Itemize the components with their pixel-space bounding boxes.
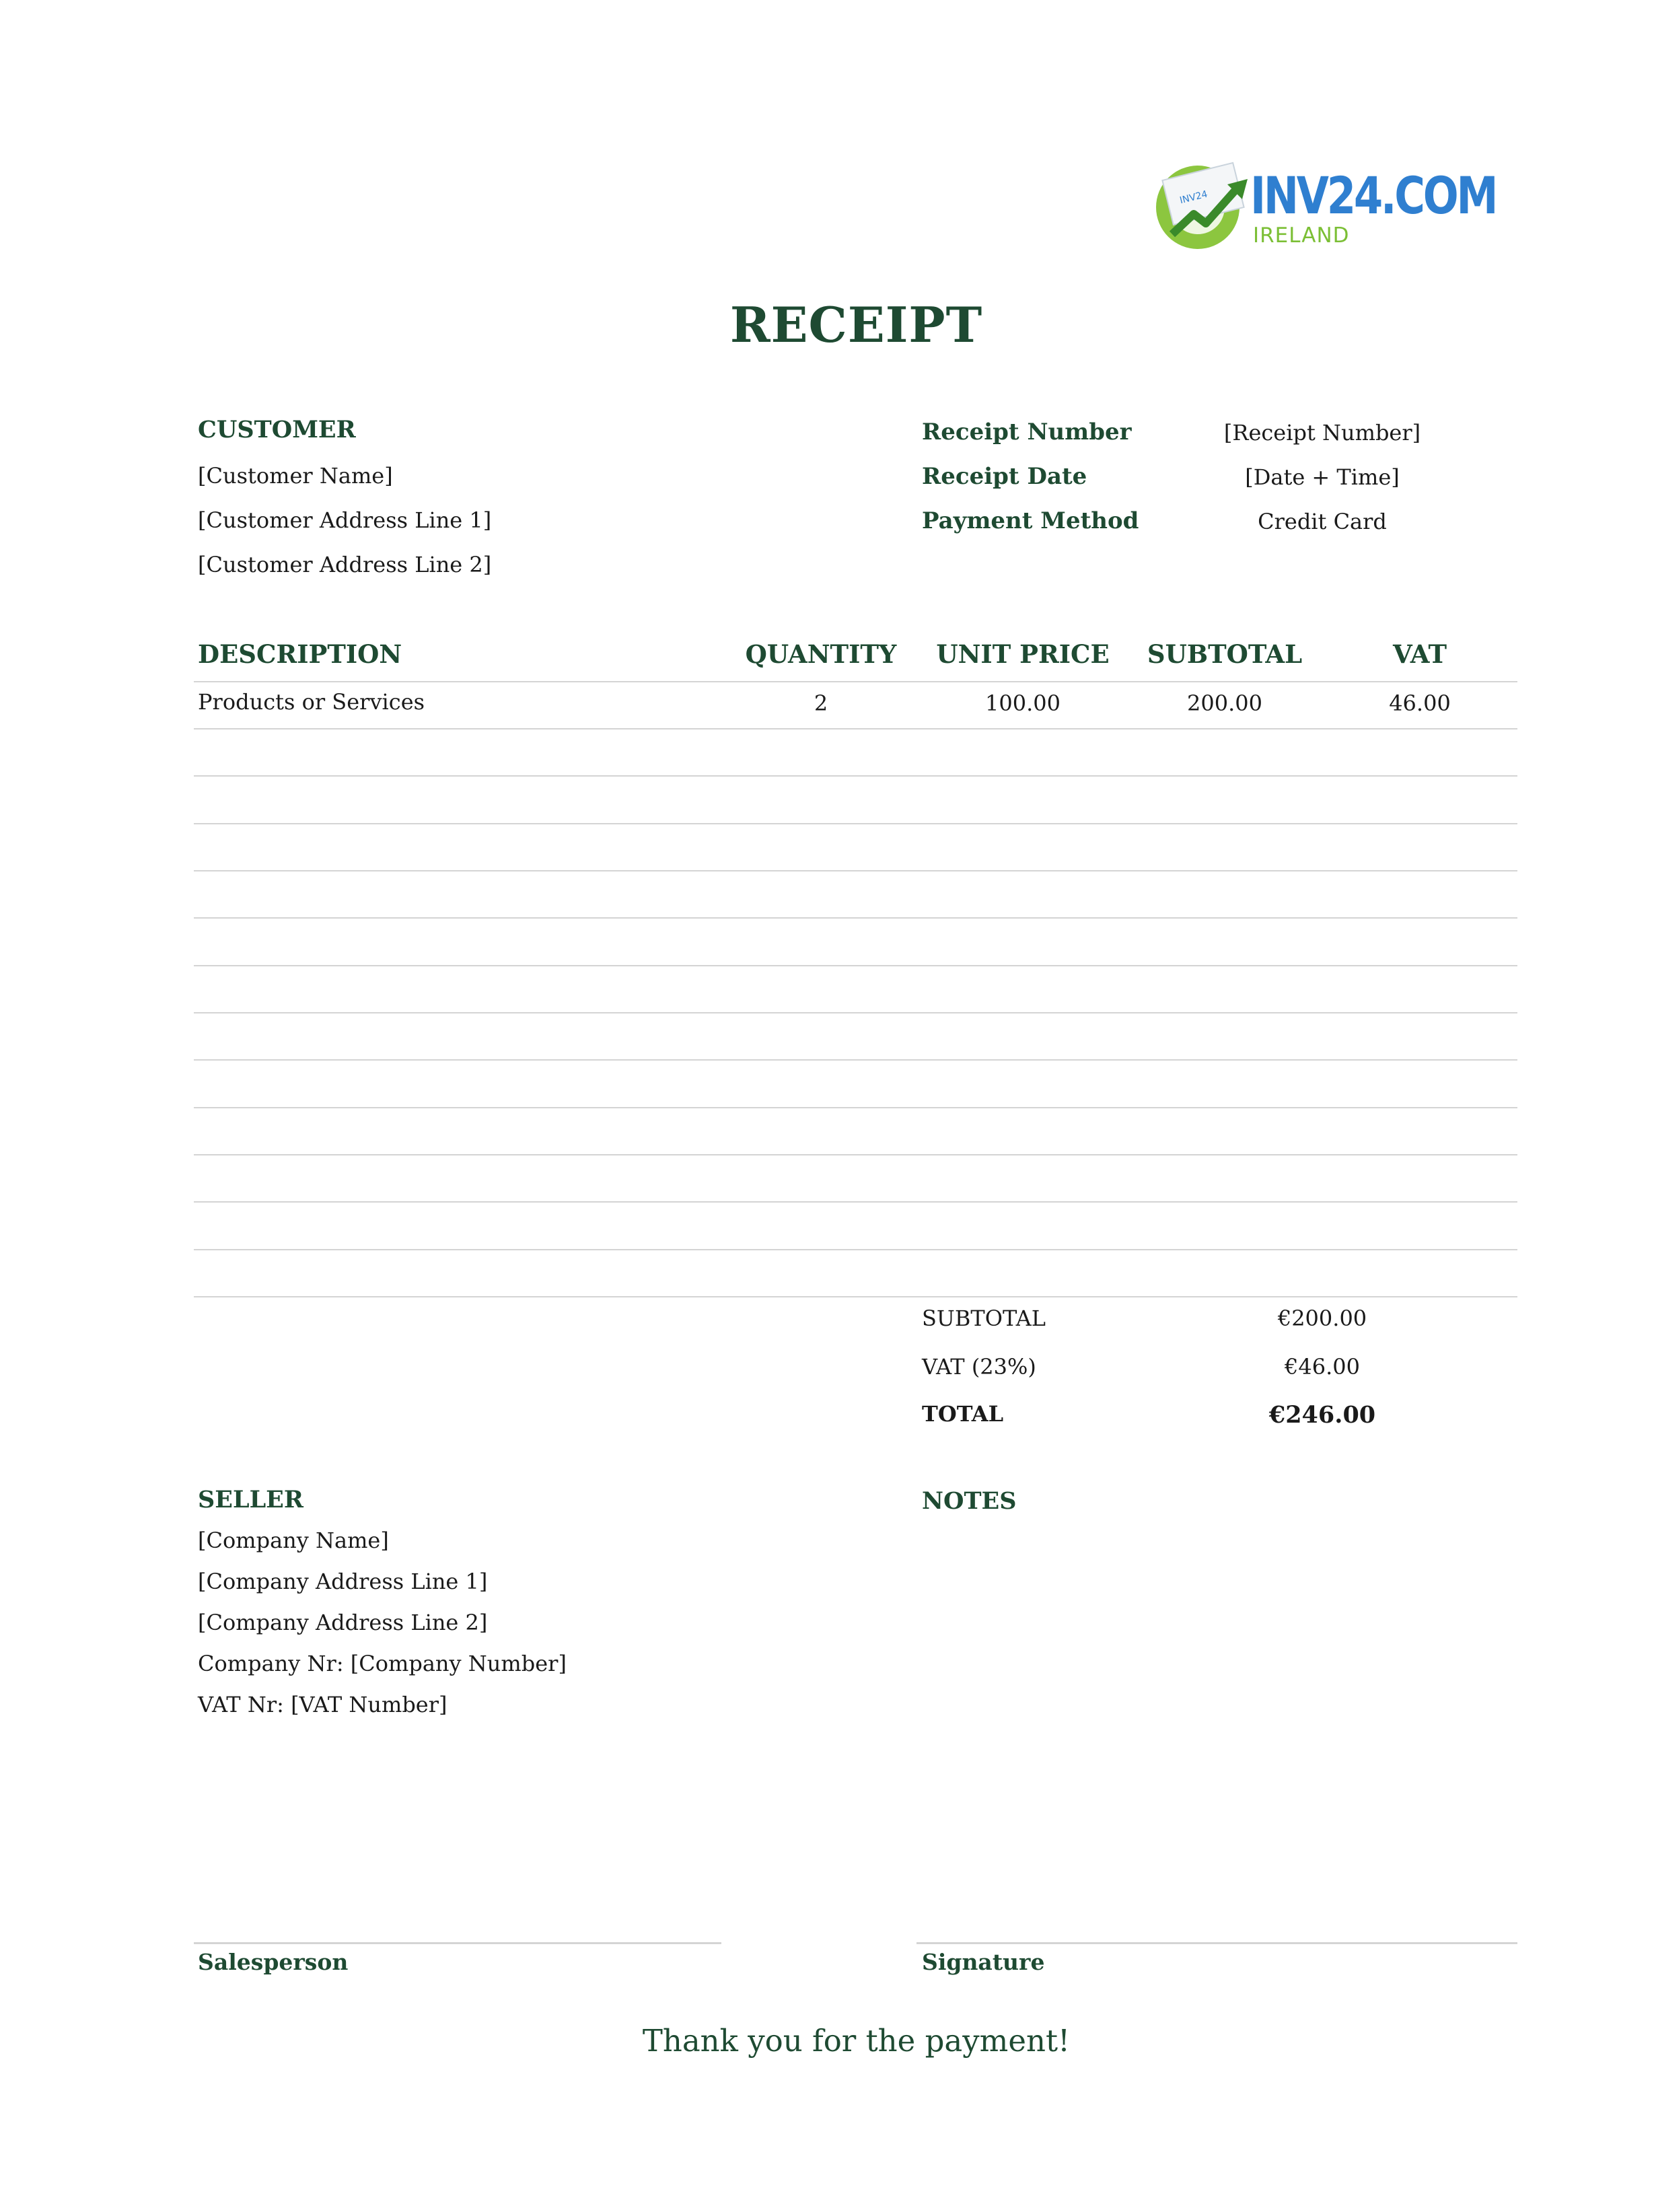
table-rule <box>194 728 1517 729</box>
col-header-vat: VAT <box>1392 639 1447 669</box>
row-1-vat: 46.00 <box>1389 690 1451 716</box>
svg-text:INV24: INV24 <box>1178 188 1209 207</box>
customer-address-line-2: [Customer Address Line 2] <box>198 552 492 577</box>
logo-brand-name: INV24.COM <box>1250 166 1497 225</box>
customer-address-line-1: [Customer Address Line 1] <box>198 507 492 533</box>
table-rule <box>194 1059 1517 1061</box>
seller-address-line-1: [Company Address Line 1] <box>198 1569 488 1594</box>
receipt-number-value: [Receipt Number] <box>1223 420 1421 445</box>
table-rule <box>194 1296 1517 1297</box>
table-rule <box>194 870 1517 871</box>
seller-address-line-2: [Company Address Line 2] <box>198 1610 488 1635</box>
customer-name: [Customer Name] <box>198 463 393 489</box>
receipt-number-label: Receipt Number <box>922 419 1132 445</box>
row-1-unit-price: 100.00 <box>985 690 1060 716</box>
logo-region: IRELAND <box>1253 223 1350 248</box>
table-rule <box>194 823 1517 824</box>
col-header-quantity: QUANTITY <box>745 639 897 669</box>
seller-company-number: Company Nr: [Company Number] <box>198 1651 567 1676</box>
table-rule <box>194 917 1517 919</box>
col-header-description: DESCRIPTION <box>198 639 402 669</box>
table-rule <box>194 1249 1517 1250</box>
table-rule <box>194 1107 1517 1108</box>
table-rule <box>194 965 1517 966</box>
totals-subtotal-label: SUBTOTAL <box>922 1306 1046 1331</box>
receipt-date-value: [Date + Time] <box>1245 464 1400 490</box>
page-title: RECEIPT <box>729 296 983 353</box>
seller-vat-number: VAT Nr: [VAT Number] <box>198 1692 447 1717</box>
col-header-subtotal: SUBTOTAL <box>1147 639 1303 669</box>
salesperson-label: Salesperson <box>198 1949 349 1975</box>
table-rule <box>194 681 1517 682</box>
table-rule <box>194 775 1517 777</box>
seller-company-name: [Company Name] <box>198 1528 389 1553</box>
totals-total-value: €246.00 <box>1268 1401 1376 1429</box>
table-rule <box>194 1154 1517 1155</box>
row-1-description: Products or Services <box>198 689 425 715</box>
row-1-quantity: 2 <box>814 690 828 716</box>
table-rule <box>194 1201 1517 1203</box>
receipt-date-label: Receipt Date <box>922 463 1087 490</box>
notes-heading: NOTES <box>922 1487 1017 1515</box>
payment-method-label: Payment Method <box>922 507 1139 534</box>
signature-line <box>916 1942 1517 1944</box>
signature-label: Signature <box>922 1949 1045 1975</box>
col-header-unit-price: UNIT PRICE <box>936 639 1110 669</box>
totals-vat-value: €46.00 <box>1285 1354 1360 1380</box>
customer-heading: CUSTOMER <box>198 416 356 443</box>
seller-heading: SELLER <box>198 1486 303 1513</box>
totals-total-label: TOTAL <box>922 1401 1004 1427</box>
row-1-subtotal: 200.00 <box>1187 690 1262 716</box>
thank-you-message: Thank you for the payment! <box>642 2023 1071 2059</box>
totals-vat-label: VAT (23%) <box>922 1354 1036 1380</box>
payment-method-value: Credit Card <box>1258 509 1387 534</box>
totals-subtotal-value: €200.00 <box>1277 1306 1367 1331</box>
salesperson-line <box>194 1942 721 1944</box>
table-rule <box>194 1012 1517 1013</box>
